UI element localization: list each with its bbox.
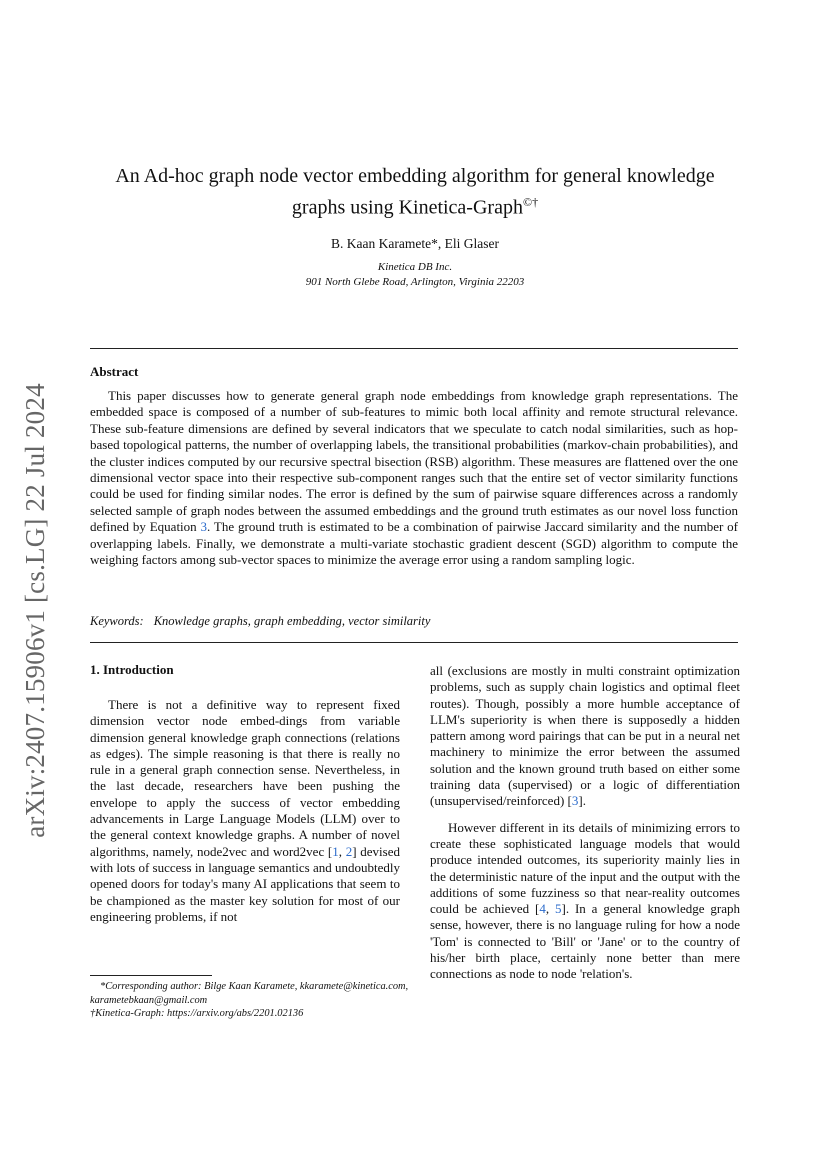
intro-right-text-3: However different in its details of minimizing errors to create these sophisticated language models that would produce intended outcomes, its superiority mainly lies in the deterministic nature of the input and the output with the additions of some fuzziness so that near-reality outcomes could be achieved [ [430,819,740,917]
citation-link-4[interactable]: 4 [539,901,546,917]
abstract-text-1: This paper discusses how to generate general graph node embeddings from knowledge graph representations. The embedded space is composed of a number of sub-features to mimic both local affinity and remote structural relevance. These sub-feature dimensions are defined by several indicators that we speculate to catch nodal similarities, such as hop-based topological patterns, the number of overlapping labels, the transitional probabilities (markov-chain probabilities), and the cluster indices computed by our recursive spectral bisection (RSB) algorithm. These measures are flattened over the one dimensional vector space into their respective sub-component ranges such that the entire set of vector similarity functions could be used for finding similar nodes. The error is defined by the sum of pairwise square differences across a randomly selected sample of graph nodes between the assumed embeddings and the ground truth estimates as our novel loss function defined by Equation [90,388,738,535]
intro-left-text-1: There is not a definitive way to represent fixed dimension vector node embed-dings from variable dimension general knowledge graph connections (relations as edges). The simple reasoning is that there is really no rule in a general graph connection sense. Nevertheless, in the last decade, researchers have been pushing the envelope to apply the success of vector embedding advancements in Large Language Models (LLM) over to the general context knowledge graphs. A number of novel algorithms, namely, node2vec and word2vec [ [90,697,400,859]
paper-title [90,163,740,221]
citation-sep-2: , [545,901,555,917]
title-line-1: An Ad-hoc graph node vector embedding algorithm for general knowledge [115,165,715,187]
citation-link-2[interactable]: 2 [345,843,353,859]
intro-right-paragraph-2 [430,820,740,983]
intro-right-text-4: ]. In a general knowledge graph sense, however, there is no language ruling for how a node 'Tom' is connected to 'Bill' or 'Jane' or to the country of his/her birth place, certainly none better than mere connections as node to node 'relation's. [430,901,740,982]
intro-right-text-1: all (exclusions are mostly in multi constraint optimization problems, such as supply chain logistics and optimal fleet routes). Though, possibly a more humble acceptance of LLM's superiority is when there is supposedly a hidden pattern among word pairings that can be put in a neural net machinery to minimize the error between the assumed solution and the known ground truth based on either some training data (supervised) or a logic of differentiation (unsupervised/reinforced) [ [430,663,740,809]
keywords-label: Keywords: [90,614,144,628]
equation-ref-link[interactable]: 3 [200,519,208,535]
arxiv-identifier: arXiv:2407.15906v1 [cs.LG] 22 Jul 2024 [19,382,50,838]
abstract-text-2: . The ground truth is estimated to be a combination of pairwise Jaccard similarity and the number of overlapping labels. Finally, we demonstrate a multi-variate stochastic gradient descent (SGD) algorithm to compute the weighing factors among sub-vector spaces to minimize the average error using a random sampling logic. [90,519,739,568]
intro-left-column [90,697,400,925]
intro-right-paragraph-1 [430,663,740,810]
intro-right-text-2: ]. [578,793,586,809]
section-heading-introduction: 1. Introduction [90,662,174,677]
footnote-rule [90,975,212,976]
keywords-text: Knowledge graphs, graph embedding, vector similarity [153,614,431,628]
intro-right-column [430,663,740,983]
abstract-top-rule [90,348,738,349]
abstract-body [90,388,738,568]
citation-link-5[interactable]: 5 [554,901,562,917]
footnote-corresponding-author: *Corresponding author: Bilge Kaan Karamete, kkaramete@kinetica.com, karametebkaan@gmail.com [90,981,409,1006]
affiliation [90,260,740,290]
citation-sep: , [338,843,346,859]
affiliation-org: Kinetica DB Inc. [377,261,453,273]
abstract-heading: Abstract [90,364,139,379]
arxiv-side-stamp [20,375,50,845]
affiliation-address: 901 North Glebe Road, Arlington, Virginia 22203 [305,276,525,288]
title-marks: ©† [522,195,539,209]
keywords [90,614,430,629]
intro-left-text-2: ] devised with lots of success in language semantics and undoubtedly opened doors for today's many AI applications that seem to be championed as the master key solution for most of our engineering problems, if not [90,843,400,924]
citation-link-1[interactable]: 1 [332,843,339,859]
citation-link-3[interactable]: 3 [571,793,579,809]
footnotes [90,980,410,1021]
title-line-2: graphs using Kinetica-Graph [291,196,523,219]
abstract-bottom-rule [90,642,738,643]
authors: B. Kaan Karamete*, Eli Glaser [331,236,499,251]
footnote-kinetica-graph: †Kinetica-Graph: https://arxiv.org/abs/2201.02136 [90,1008,304,1019]
